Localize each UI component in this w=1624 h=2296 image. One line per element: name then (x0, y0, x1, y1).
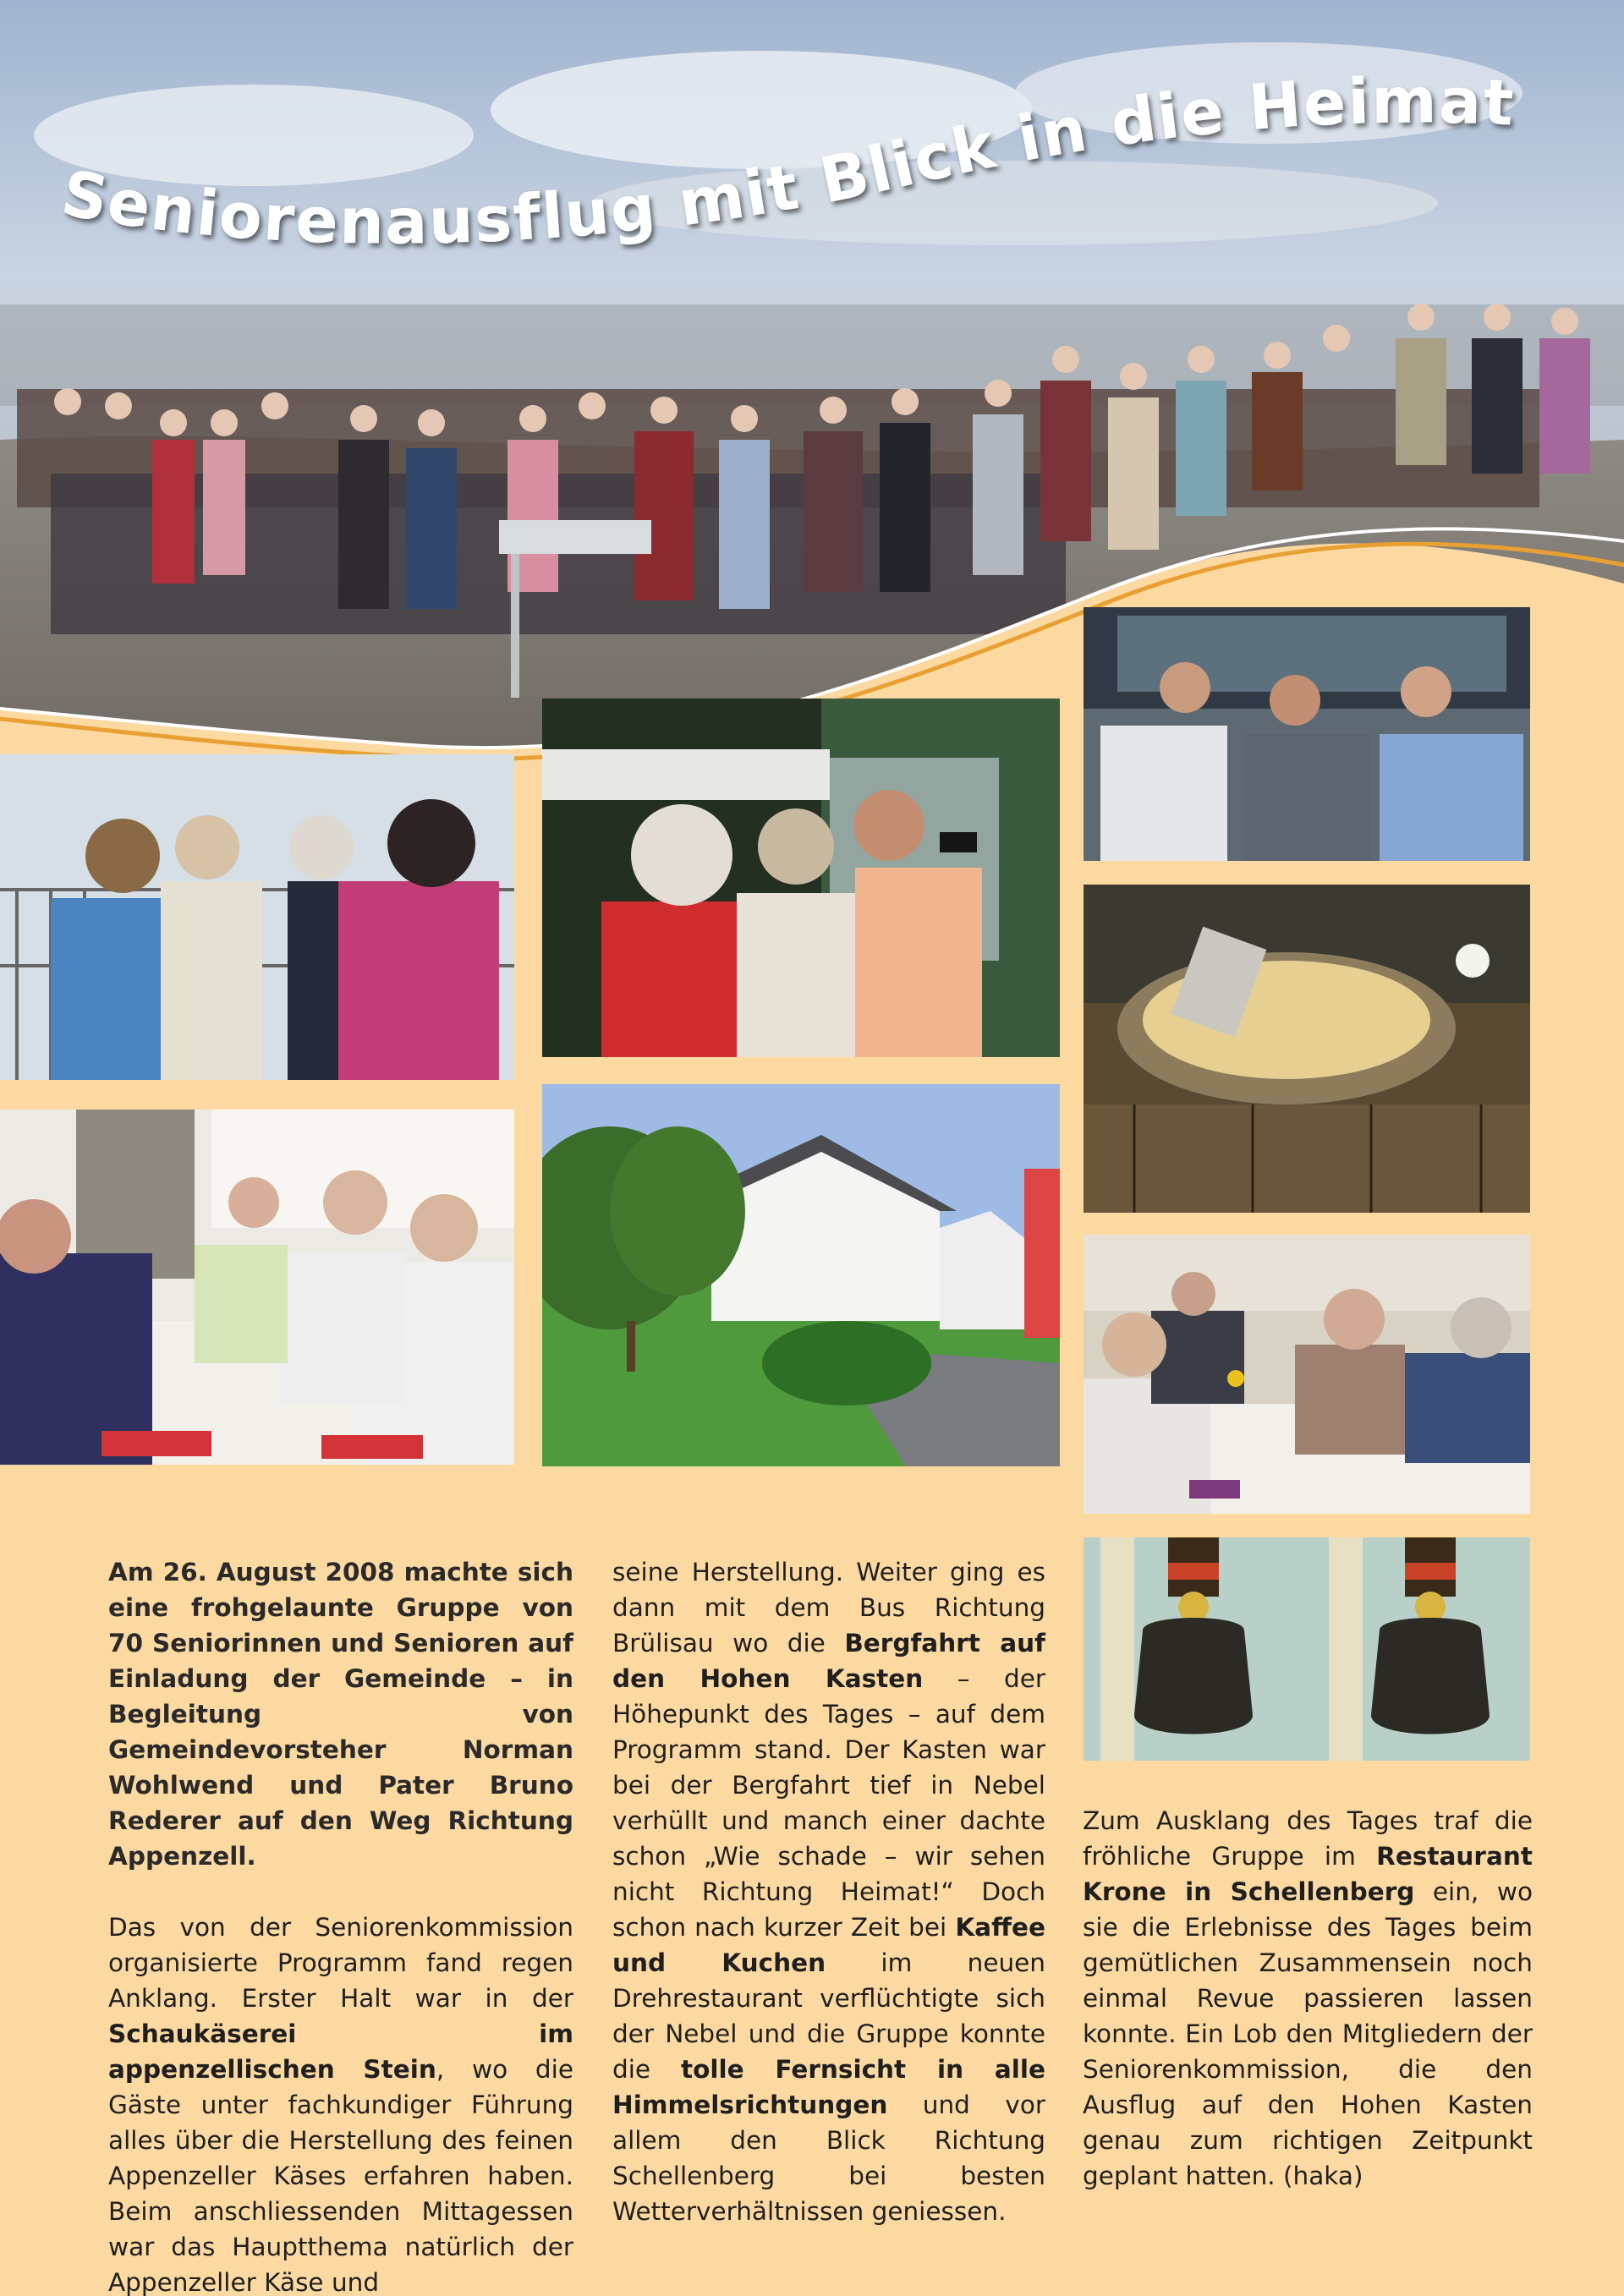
restaurant-photo (1084, 1235, 1530, 1514)
paragraph-programm (108, 1910, 573, 2296)
paragraph-bergfahrt (612, 1554, 1045, 2229)
text-span: – der Höhepunkt des Tages – auf dem Programm stand. Der Kasten war bei der Bergfahrt tief in Nebel verhüllt und manch einer dachte schon „Wie schade – wir sehen nicht Richtung Heimat!“ Doch schon nach kurzer Zeit bei (612, 1664, 1045, 1942)
paragraph-ausklang (1083, 1803, 1533, 2194)
page-title (51, 61, 1573, 255)
highlight-restaurant-krone: Restaurant Krone in Schellenberg (1083, 1842, 1533, 1906)
text-span: ein, wo sie die Erlebnisse des Tages beim gemütlichen Zusammensein noch einmal Revue passieren lassen konnte. Ein Lob den Mitgliedern der Seniorenkommission, die den Ausflug auf den Hohen Kasten genau zum richtigen Zeitpunkt geplant hatten. (haka) (1083, 1877, 1533, 2190)
highlight-schaukaeserei: Schaukäserei im appenzellischen Stein (108, 2019, 573, 2084)
cow-bells-photo (1084, 1537, 1530, 1761)
cheese-vat-photo (1084, 885, 1530, 1213)
toast-photo (0, 1110, 514, 1465)
highlight-fernsicht: tolle Fernsicht in alle Himmelsrichtungen (612, 2055, 1046, 2119)
text-column-2 (612, 1554, 1045, 2229)
three-men-photo (1084, 607, 1530, 861)
text-span: , wo die Gäste unter fachkundiger Führung alles über die Herstellung des feinen Appenzeller Käses erfahren haben. Beim anschliessenden Mittagessen war das Hauptthema natürlich der Appenzeller Käse und (108, 2055, 573, 2296)
highlight-bergfahrt: Bergfahrt auf den Hohen Kasten (612, 1629, 1045, 1693)
lead-paragraph: Am 26. August 2008 machte sich eine frohgelaunte Gruppe von 70 Seniorinnen und Senioren auf Einladung der Gemeinde – in Begleitung von Gemeindevorsteher Norman Wohlwend und Pater Bruno Rederer auf den Weg Richtung Appenzell. (108, 1558, 573, 1871)
text-column-1 (108, 1554, 573, 2296)
text-span: und vor allem den Blick Richtung Schellenberg bei besten Wetterverhältnissen geniessen. (612, 2091, 1045, 2226)
appenzell-house-photo (542, 1084, 1060, 1466)
highlight-kaffee: Kaffee und Kuchen (612, 1913, 1045, 1977)
svg-text:Seniorenausflug mit Blick in d (56, 64, 1517, 255)
text-span: seine Herstellung. Weiter ging es dann mit dem Bus Richtung Brülisau wo die (612, 1558, 1045, 1658)
title-text: Seniorenausflug mit Blick in die Heimat (56, 64, 1517, 255)
text-span: Zum Ausklang des Tages traf die fröhliche Gruppe im (1083, 1806, 1533, 1871)
text-span: Das von der Seniorenkommission organisierte Programm fand regen Anklang. Erster Halt war in der (108, 1913, 573, 2013)
women-on-terrace-photo (0, 754, 514, 1080)
text-span: im neuen Drehrestaurant verflüchtigte sich der Nebel und die Gruppe konnte die (612, 1948, 1046, 2084)
binoculars-photo (542, 699, 1060, 1057)
text-column-3 (1083, 1803, 1533, 2194)
